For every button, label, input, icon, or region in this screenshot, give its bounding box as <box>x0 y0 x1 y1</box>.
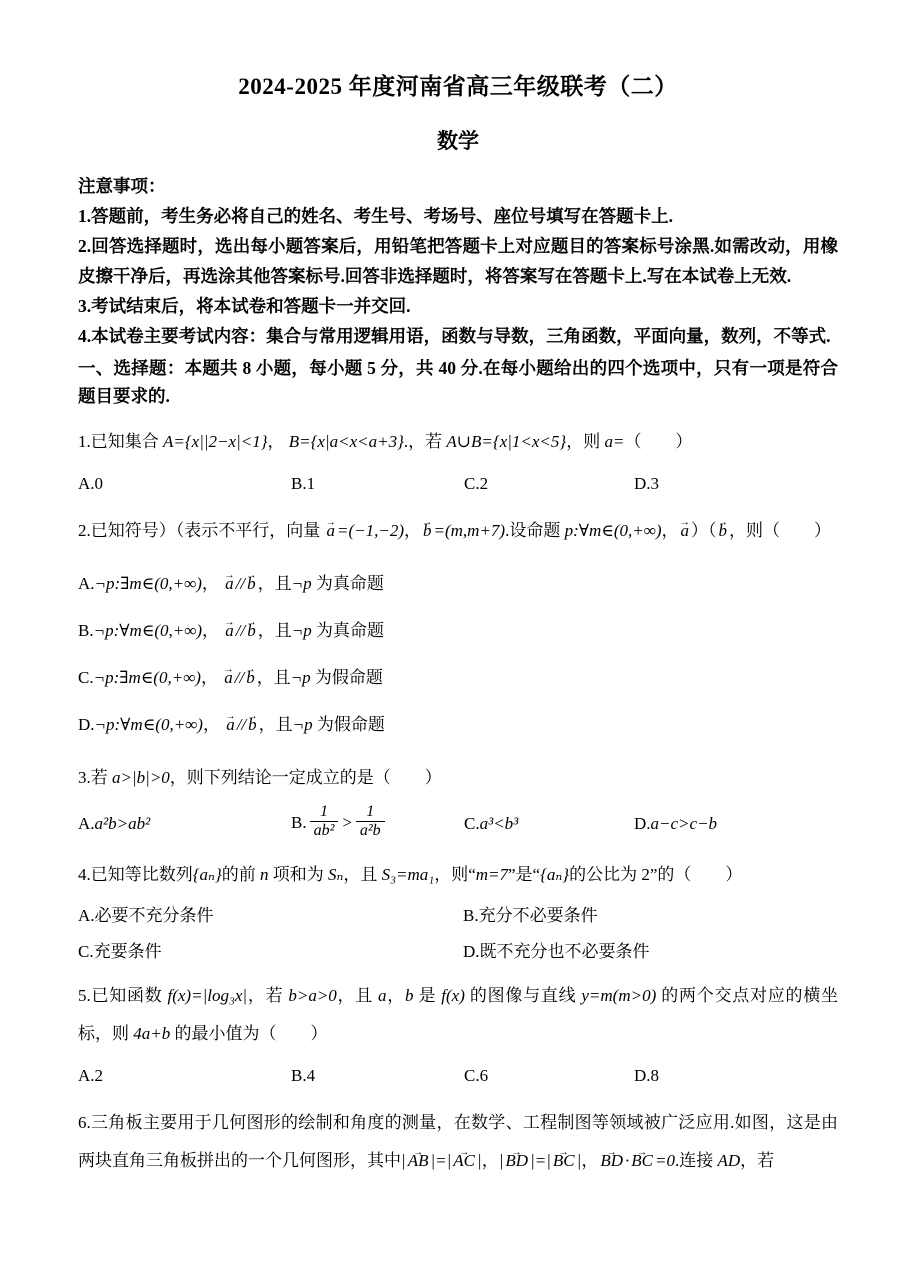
question-4-option-c: C.充要条件 <box>78 941 162 961</box>
question-5-option-c: C.6 <box>464 1065 489 1085</box>
question-1-stem: 1.已知集合 A={x||2−x|<1}， B={x|a<x<a+3}.，若 A∪B={x|1<x<5}，则 a=（ ） <box>78 432 693 451</box>
question-2 <box>78 512 838 738</box>
paper-title: 2024-2025 年度河南省高三年级联考（二） <box>238 74 678 99</box>
question-3-stem: 3.若 a>|b|>0，则下列结论一定成立的是（ ） <box>78 768 442 787</box>
question-2-option-a: A.¬p:∃m∈(0,+∞)， → a // → b ，且¬p 为真命题 <box>78 571 838 597</box>
question-3 <box>78 759 838 843</box>
question-1-option-c: C.2 <box>464 474 489 493</box>
question-4 <box>78 856 838 964</box>
question-1-options <box>78 469 838 499</box>
notice-heading: 注意事项： <box>78 176 166 196</box>
question-4-option-a: A.必要不充分条件 <box>78 905 214 925</box>
question-6-stem: 6.三角板主要用于几何图形的绘制和角度的测量，在数学、工程制图等领域被广泛应用.如图，这是由两块直角三角板拼出的一个几何图形，其中| → AB |=| → AC |，| → BD |=| → BC |， → BD · → BC =0.连接 AD，若 <box>78 1104 838 1180</box>
question-6 <box>78 1104 838 1180</box>
section-heading: 一、选择题：本题共 8 小题，每小题 5 分，共 40 分.在每小题给出的四个选项中，只有一项是符合题目要求的. <box>78 358 838 406</box>
notice-item-2: 2.回答选择题时，选出每小题答案后，用铅笔把答题卡上对应题目的答案标号涂黑.如需改动，用橡皮擦干净后，再选涂其他答案标号.回答非选择题时，将答案写在答题卡上.写在本试卷上无效. <box>78 236 838 286</box>
question-5 <box>78 977 838 1091</box>
paper-subtitle: 数学 <box>437 129 479 153</box>
notice-item-4: 4.本试卷主要考试内容：集合与常用逻辑用语，函数与导数，三角函数，平面向量，数列，不等式. <box>78 326 831 346</box>
question-3-options <box>78 805 838 843</box>
question-5-option-b: B.4 <box>291 1065 316 1085</box>
question-1-option-a: A.0 <box>78 474 104 493</box>
question-5-option-d: D.8 <box>634 1065 660 1085</box>
question-3-option-d: D.a−c>c−b <box>634 813 718 833</box>
question-3-option-c: C.a³<b³ <box>464 813 519 833</box>
question-4-option-d: D.既不充分也不必要条件 <box>463 941 650 961</box>
question-5-stem: 5.已知函数 f(x)=|log₃x|，若 b>a>0，且 a，b 是 f(x) 的图像与直线 y=m(m>0) 的两个交点对应的横坐标，则 4a+b 的最小值为（ ） <box>78 985 839 1043</box>
question-4-stem: 4.已知等比数列{aₙ}的前 n 项和为 Sₙ，且 S₃=ma₁，则“m=7”是“{aₙ}的公比为 2”的（ ） <box>78 864 743 884</box>
notice-section <box>78 171 838 351</box>
question-1 <box>78 423 838 499</box>
question-3-option-a: A.a²b>ab² <box>78 813 151 833</box>
question-4-option-b: B.充分不必要条件 <box>463 905 598 925</box>
notice-item-3: 3.考试结束后，将本试卷和答题卡一并交回. <box>78 296 411 316</box>
question-1-option-d: D.3 <box>634 474 660 493</box>
question-4-options <box>78 904 838 964</box>
question-5-option-a: A.2 <box>78 1065 104 1085</box>
question-2-option-b: B.¬p:∀m∈(0,+∞)， → a // → b ，且¬p 为真命题 <box>78 618 838 644</box>
question-2-stem: 2.已知符号）（表示不平行，向量 → a =(−1,−2)， → b =(m,m+7).设命题 p:∀m∈(0,+∞)， → a ）（ → b ，则（ ） <box>78 512 838 550</box>
notice-item-1: 1.答题前，考生务必将自己的姓名、考生号、考场号、座位号填写在答题卡上. <box>78 206 673 226</box>
question-3-option-b: B. $\frac{1}{\text{ab²}}$ > $\frac{1}{\text{a²b}}$ <box>291 805 464 843</box>
question-2-option-d: D.¬p:∀m∈(0,+∞)， → a // → b ，且¬p 为假命题 <box>78 712 838 738</box>
question-1-option-b: B.1 <box>291 474 316 493</box>
question-2-option-c: C.¬p:∃m∈(0,+∞)， → a // → b ，且¬p 为假命题 <box>78 665 838 691</box>
question-5-options <box>78 1061 838 1091</box>
